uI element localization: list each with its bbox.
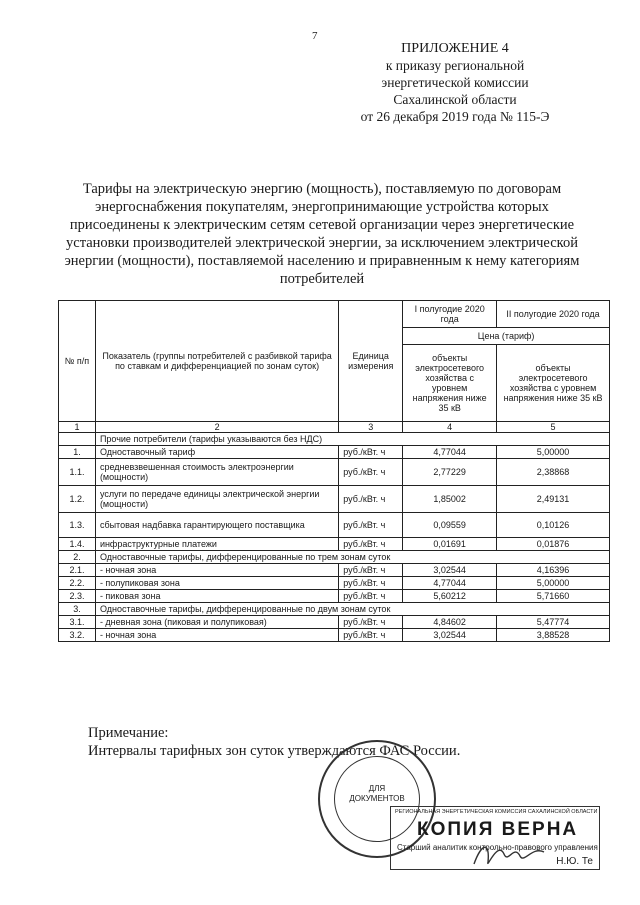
- row-name: инфраструктурные платежи: [95, 538, 338, 551]
- empty-cell: [59, 433, 96, 446]
- section-title: Одноставочные тарифы, дифференцированные по трем зонам суток: [95, 551, 609, 564]
- row-unit: руб./кВт. ч: [339, 486, 403, 513]
- column-index: 3: [339, 422, 403, 433]
- row-name: услуги по передаче единицы электрической энергии (мощности): [95, 486, 338, 513]
- row-num: 1.2.: [59, 486, 96, 513]
- header-num: № п/п: [59, 301, 96, 422]
- header-sub1: объекты электросетевого хозяйства с уровнем напряжения ниже 35 кВ: [403, 345, 497, 422]
- stamp-org: РЕГИОНАЛЬНАЯ ЭНЕРГЕТИЧЕСКАЯ КОМИССИЯ САХАЛИНСКОЙ ОБЛАСТИ: [395, 809, 598, 815]
- row-unit: руб./кВт. ч: [339, 446, 403, 459]
- appendix-line: к приказу региональной: [385, 58, 525, 73]
- row-num: 3.2.: [59, 629, 96, 642]
- table-row: [59, 629, 610, 642]
- row-value-h1: 4,84602: [403, 616, 497, 629]
- header-half1: I полугодие 2020 года: [403, 301, 497, 328]
- header-sub2: объекты электросетевого хозяйства с уровнем напряжения ниже 35 кВ: [497, 345, 610, 422]
- row-name: средневзвешенная стоимость электроэнергии (мощности): [95, 459, 338, 486]
- row-value-h2: 2,38868: [497, 459, 610, 486]
- row-value-h2: 5,47774: [497, 616, 610, 629]
- row-name: - полупиковая зона: [95, 577, 338, 590]
- table-row: [59, 590, 610, 603]
- row-num: 2.3.: [59, 590, 96, 603]
- row-value-h2: 5,00000: [497, 446, 610, 459]
- header-half2: II полугодие 2020 года: [497, 301, 610, 328]
- column-index: 2: [95, 422, 338, 433]
- row-name: Одноставочный тариф: [95, 446, 338, 459]
- row-value-h1: 3,02544: [403, 564, 497, 577]
- note-text: Интервалы тарифных зон суток утверждаются ФАС России.: [88, 743, 461, 759]
- table-row: [59, 577, 610, 590]
- column-index: 5: [497, 422, 610, 433]
- row-num: 2.1.: [59, 564, 96, 577]
- header-unit: Единица измерения: [339, 301, 403, 422]
- table-row: [59, 446, 610, 459]
- table-row: [59, 486, 610, 513]
- row-num: 2.2.: [59, 577, 96, 590]
- row-value-h2: 0,01876: [497, 538, 610, 551]
- stamp-position: Старший аналитик контрольно-правового управления: [397, 843, 598, 852]
- row-value-h1: 2,77229: [403, 459, 497, 486]
- round-stamp-line: ДЛЯ: [368, 784, 386, 793]
- row-name: - ночная зона: [95, 564, 338, 577]
- row-value-h2: 5,71660: [497, 590, 610, 603]
- row-value-h1: 1,85002: [403, 486, 497, 513]
- tariff-table: [58, 300, 610, 642]
- row-unit: руб./кВт. ч: [339, 616, 403, 629]
- row-value-h1: 0,09559: [403, 513, 497, 538]
- note-title: Примечание:: [88, 725, 169, 741]
- row-num: 1.1.: [59, 459, 96, 486]
- row-value-h1: 3,02544: [403, 629, 497, 642]
- row-value-h2: 3,88528: [497, 629, 610, 642]
- row-unit: руб./кВт. ч: [339, 459, 403, 486]
- document-heading: Тарифы на электрическую энергию (мощность), поставляемую по договорам энергоснабжения покупателям, энергопринимающие устройства которых присоединены к электрическим сетям сетевой организации через энергетические установки производителей электрической энергии, за исключением электрической энергии (мощности), поставляемой населению и приравненным к нему категориям потребителей: [64, 181, 580, 287]
- row-unit: руб./кВт. ч: [339, 538, 403, 551]
- row-name: - пиковая зона: [95, 590, 338, 603]
- row-value-h2: 5,00000: [497, 577, 610, 590]
- stamp-name: Н.Ю. Те: [556, 856, 593, 867]
- section-title: Одноставочные тарифы, дифференцированные по двум зонам суток: [95, 603, 609, 616]
- row-num: 1.3.: [59, 513, 96, 538]
- signature-icon: [470, 836, 550, 872]
- row-name: - ночная зона: [95, 629, 338, 642]
- table-row: [59, 564, 610, 577]
- row-unit: руб./кВт. ч: [339, 564, 403, 577]
- row-num: 1.: [59, 446, 96, 459]
- round-stamp-text: [320, 784, 434, 804]
- row-value-h2: 4,16396: [497, 564, 610, 577]
- row-value-h1: 5,60212: [403, 590, 497, 603]
- appendix-line: Сахалинской области: [393, 92, 517, 107]
- table-row: [59, 513, 610, 538]
- row-name: сбытовая надбавка гарантирующего поставщика: [95, 513, 338, 538]
- stamp-copy-text: КОПИЯ ВЕРНА: [417, 819, 579, 840]
- appendix-line: от 26 декабря 2019 года № 115-Э: [360, 109, 550, 124]
- row-unit: руб./кВт. ч: [339, 577, 403, 590]
- section-num: 2.: [59, 551, 96, 564]
- column-index: 1: [59, 422, 96, 433]
- appendix-title: ПРИЛОЖЕНИЕ 4: [401, 41, 509, 56]
- row-value-h2: 2,49131: [497, 486, 610, 513]
- row-num: 1.4.: [59, 538, 96, 551]
- row-value-h1: 0,01691: [403, 538, 497, 551]
- row-name: - дневная зона (пиковая и полупиковая): [95, 616, 338, 629]
- appendix-block: [340, 40, 570, 125]
- row-unit: руб./кВт. ч: [339, 513, 403, 538]
- table-row: [59, 459, 610, 486]
- round-stamp-line: ДОКУМЕНТОВ: [349, 794, 405, 803]
- table-row: [59, 616, 610, 629]
- column-index: 4: [403, 422, 497, 433]
- row-value-h2: 0,10126: [497, 513, 610, 538]
- appendix-line: энергетической комиссии: [381, 75, 529, 90]
- row-unit: руб./кВт. ч: [339, 590, 403, 603]
- section-title: Прочие потребители (тарифы указываются без НДС): [95, 433, 609, 446]
- row-num: 3.1.: [59, 616, 96, 629]
- table-row: [59, 538, 610, 551]
- row-unit: руб./кВт. ч: [339, 629, 403, 642]
- row-value-h1: 4,77044: [403, 577, 497, 590]
- section-num: 3.: [59, 603, 96, 616]
- header-indicator: Показатель (группы потребителей с разбивкой тарифа по ставкам и дифференциацией по зонам суток): [95, 301, 338, 422]
- row-value-h1: 4,77044: [403, 446, 497, 459]
- header-price: Цена (тариф): [403, 328, 610, 345]
- page-number: 7: [312, 30, 318, 42]
